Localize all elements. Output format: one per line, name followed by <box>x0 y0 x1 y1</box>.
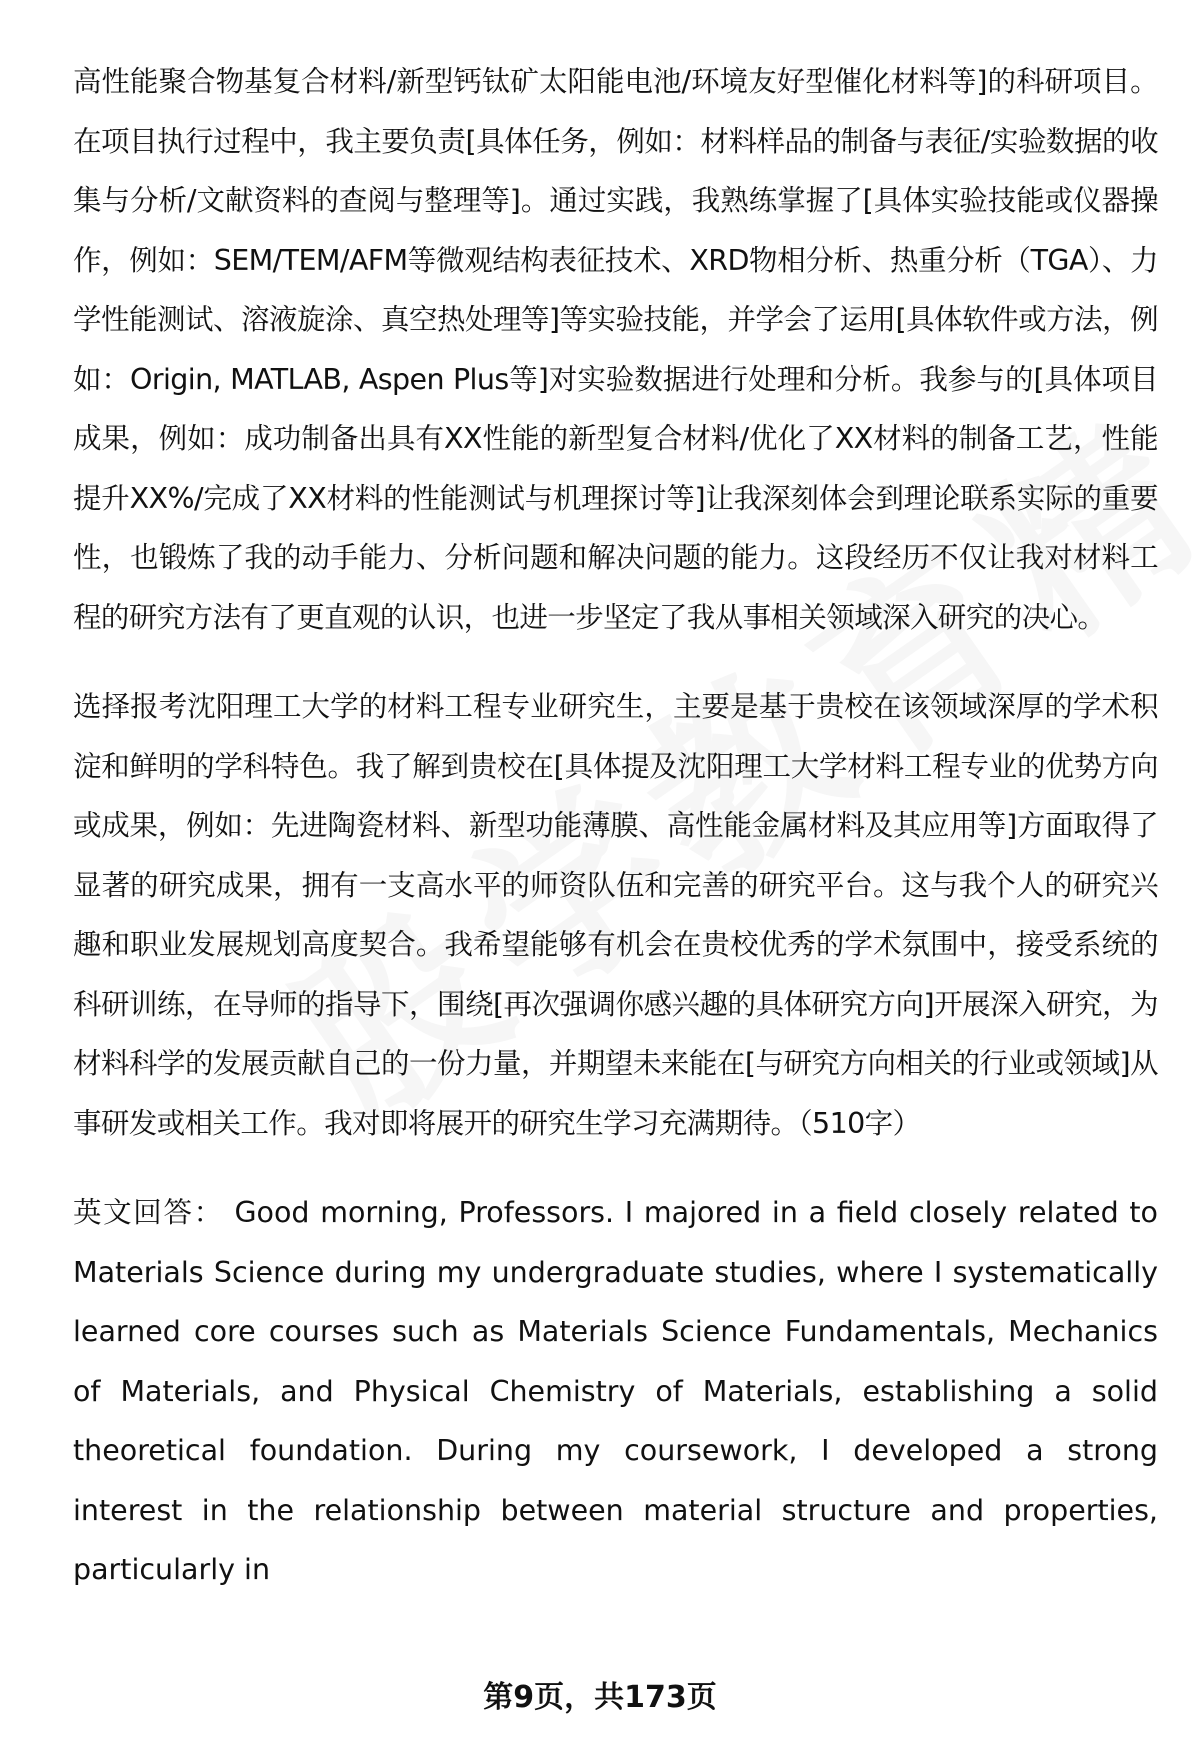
paragraph-research-experience: 高性能聚合物基复合材料/新型钙钛矿太阳能电池/环境友好型催化材料等]的科研项目。在项目执行过程中，我主要负责[具体任务，例如：材料样品的制备与表征/实验数据的收集与分析/文献资料的查阅与整理等]。通过实践，我熟练掌握了[具体实验技能或仪器操作，例如：SEM/TEM/AFM等微观结构表征技术、XRD物相分析、热重分析（TGA）、力学性能测试、溶液旋涂、真空热处理等]等实验技能，并学会了运用[具体软件或方法，例如：Origin, MATLAB, Aspen Plus等]对实验数据进行处理和分析。我参与的[具体项目成果，例如：成功制备出具有XX性能的新型复合材料/优化了XX材料的制备工艺，性能提升XX%/完成了XX材料的性能测试与机理探讨等]让我深刻体会到理论联系实际的重要性，也锻炼了我的动手能力、分析问题和解决问题的能力。这段经历不仅让我对材料工程的研究方法有了更直观的认识，也进一步坚定了我从事相关领域深入研究的决心。 <box>73 65 1158 634</box>
paragraph-english-answer: 英文回答： Good morning, Professors. I majored in a field closely related to Materials Science during my undergraduate studies, where I systematically learned core courses such as Materials Science Fundamentals, Mechanics of Materials, and Physical Chemistry of Materials, establishing a solid theoretical foundation. During my coursework, I developed a strong interest in the relationship between material structure and properties, particularly in <box>73 1196 1158 1586</box>
page-footer: 第9页，共173页 <box>483 1680 717 1715</box>
document-body <box>73 52 1158 1630</box>
paragraph-reason-for-applying: 选择报考沈阳理工大学的材料工程专业研究生，主要是基于贵校在该领域深厚的学术积淀和鲜明的学科特色。我了解到贵校在[具体提及沈阳理工大学材料工程专业的优势方向或成果，例如：先进陶瓷材料、新型功能薄膜、高性能金属材料及其应用等]方面取得了显著的研究成果，拥有一支高水平的师资队伍和完善的研究平台。这与我个人的研究兴趣和职业发展规划高度契合。我希望能够有机会在贵校优秀的学术氛围中，接受系统的科研训练，在导师的指导下，围绕[再次强调你感兴趣的具体研究方向]开展深入研究，为材料科学的发展贡献自己的一份力量，并期望未来能在[与研究方向相关的行业或领域]从事研发或相关工作。我对即将展开的研究生学习充满期待。（510字） <box>73 690 1158 1140</box>
